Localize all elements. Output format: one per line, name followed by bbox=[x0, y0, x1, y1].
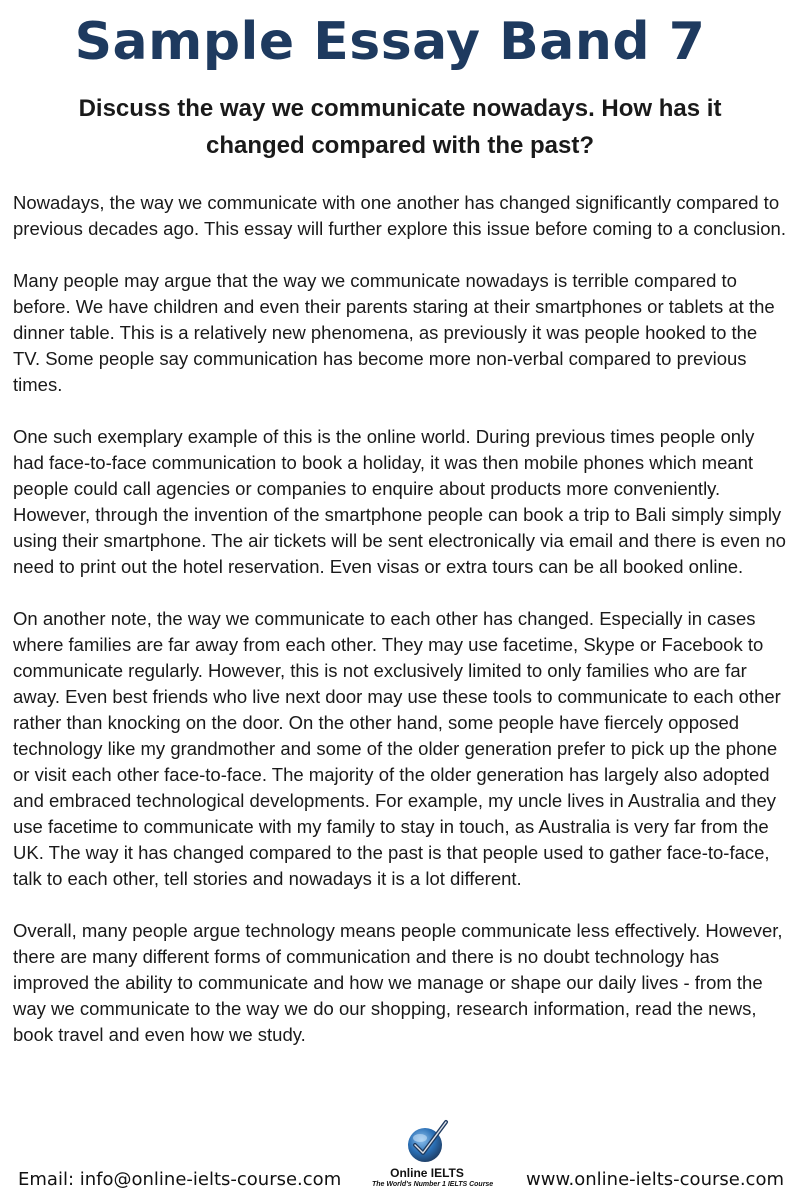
page-title: Sample Essay Band 7 bbox=[74, 12, 706, 72]
website-link[interactable]: www.online-ielts-course.com bbox=[526, 1169, 784, 1190]
brand-logo bbox=[372, 1118, 494, 1200]
essay-body bbox=[13, 190, 787, 1074]
page-footer bbox=[0, 1118, 800, 1200]
essay-paragraph-intro: Nowadays, the way we communicate with one another has changed significantly compared to previous decades ago. This essay will further explore this issue before coming to a conclusion. bbox=[13, 192, 786, 239]
essay-paragraph-3: One such exemplary example of this is the online world. During previous times people only had face-to-face communication to book a holiday, it was then mobile phones which meant people could call agencies or companies to enquire about products more conveniently. However, through the invention of the smartphone people can book a trip to Bali simply simply using their smartphone. The air tickets will be sent electronically via email and there is even no need to print out the hotel reservation. Even visas or extra tours can be all booked online. bbox=[13, 426, 786, 577]
essay-paragraph-2: Many people may argue that the way we communicate nowadays is terrible compared to before. We have children and even their parents staring at their smartphones or tablets at the dinner table. This is a relatively new phenomena, as previously it was people hooked to the TV. Some people say communication has become more non-verbal compared to previous times. bbox=[13, 270, 775, 395]
essay-paragraph-4: On another note, the way we communicate to each other has changed. Especially in cases where families are far away from each other. They may use facetime, Skype or Facebook to communicate regularly. However, this is not exclusively limited to only families who are far away. Even best friends who live next door may use these tools to communicate to each other rather than knocking on the door. On the other hand, some people have fiercely opposed technology like my grandmother and some of the older generation prefer to pick up the phone or visit each other face-to-face. The majority of the older generation has largely also adopted and embraced technological developments. For example, my uncle lives in Australia and they use facetime to communicate with my family to stay in touch, as Australia is very far from the UK. The way it has changed compared to the past is that people used to gather face-to-face, talk to each other, tell stories and nowadays it is a lot different. bbox=[13, 608, 781, 889]
logo-tagline: The World's Number 1 IELTS Course bbox=[372, 1181, 494, 1188]
globe-check-icon bbox=[404, 1118, 450, 1166]
essay-question: Discuss the way we communicate nowadays. How has it changed compared with the past? bbox=[78, 95, 722, 159]
contact-email[interactable]: Email: info@online-ielts-course.com bbox=[18, 1169, 342, 1190]
essay-paragraph-conclusion: Overall, many people argue technology means people communicate less effectively. However, there are many different forms of communication and there is no doubt technology has improved the ability to communicate and how we manage or shape our daily lives - from the way we communicate to the way we do our shopping, research information, read the news, book travel and even how we study. bbox=[13, 920, 783, 1045]
logo-name: Online IELTS bbox=[390, 1166, 464, 1180]
